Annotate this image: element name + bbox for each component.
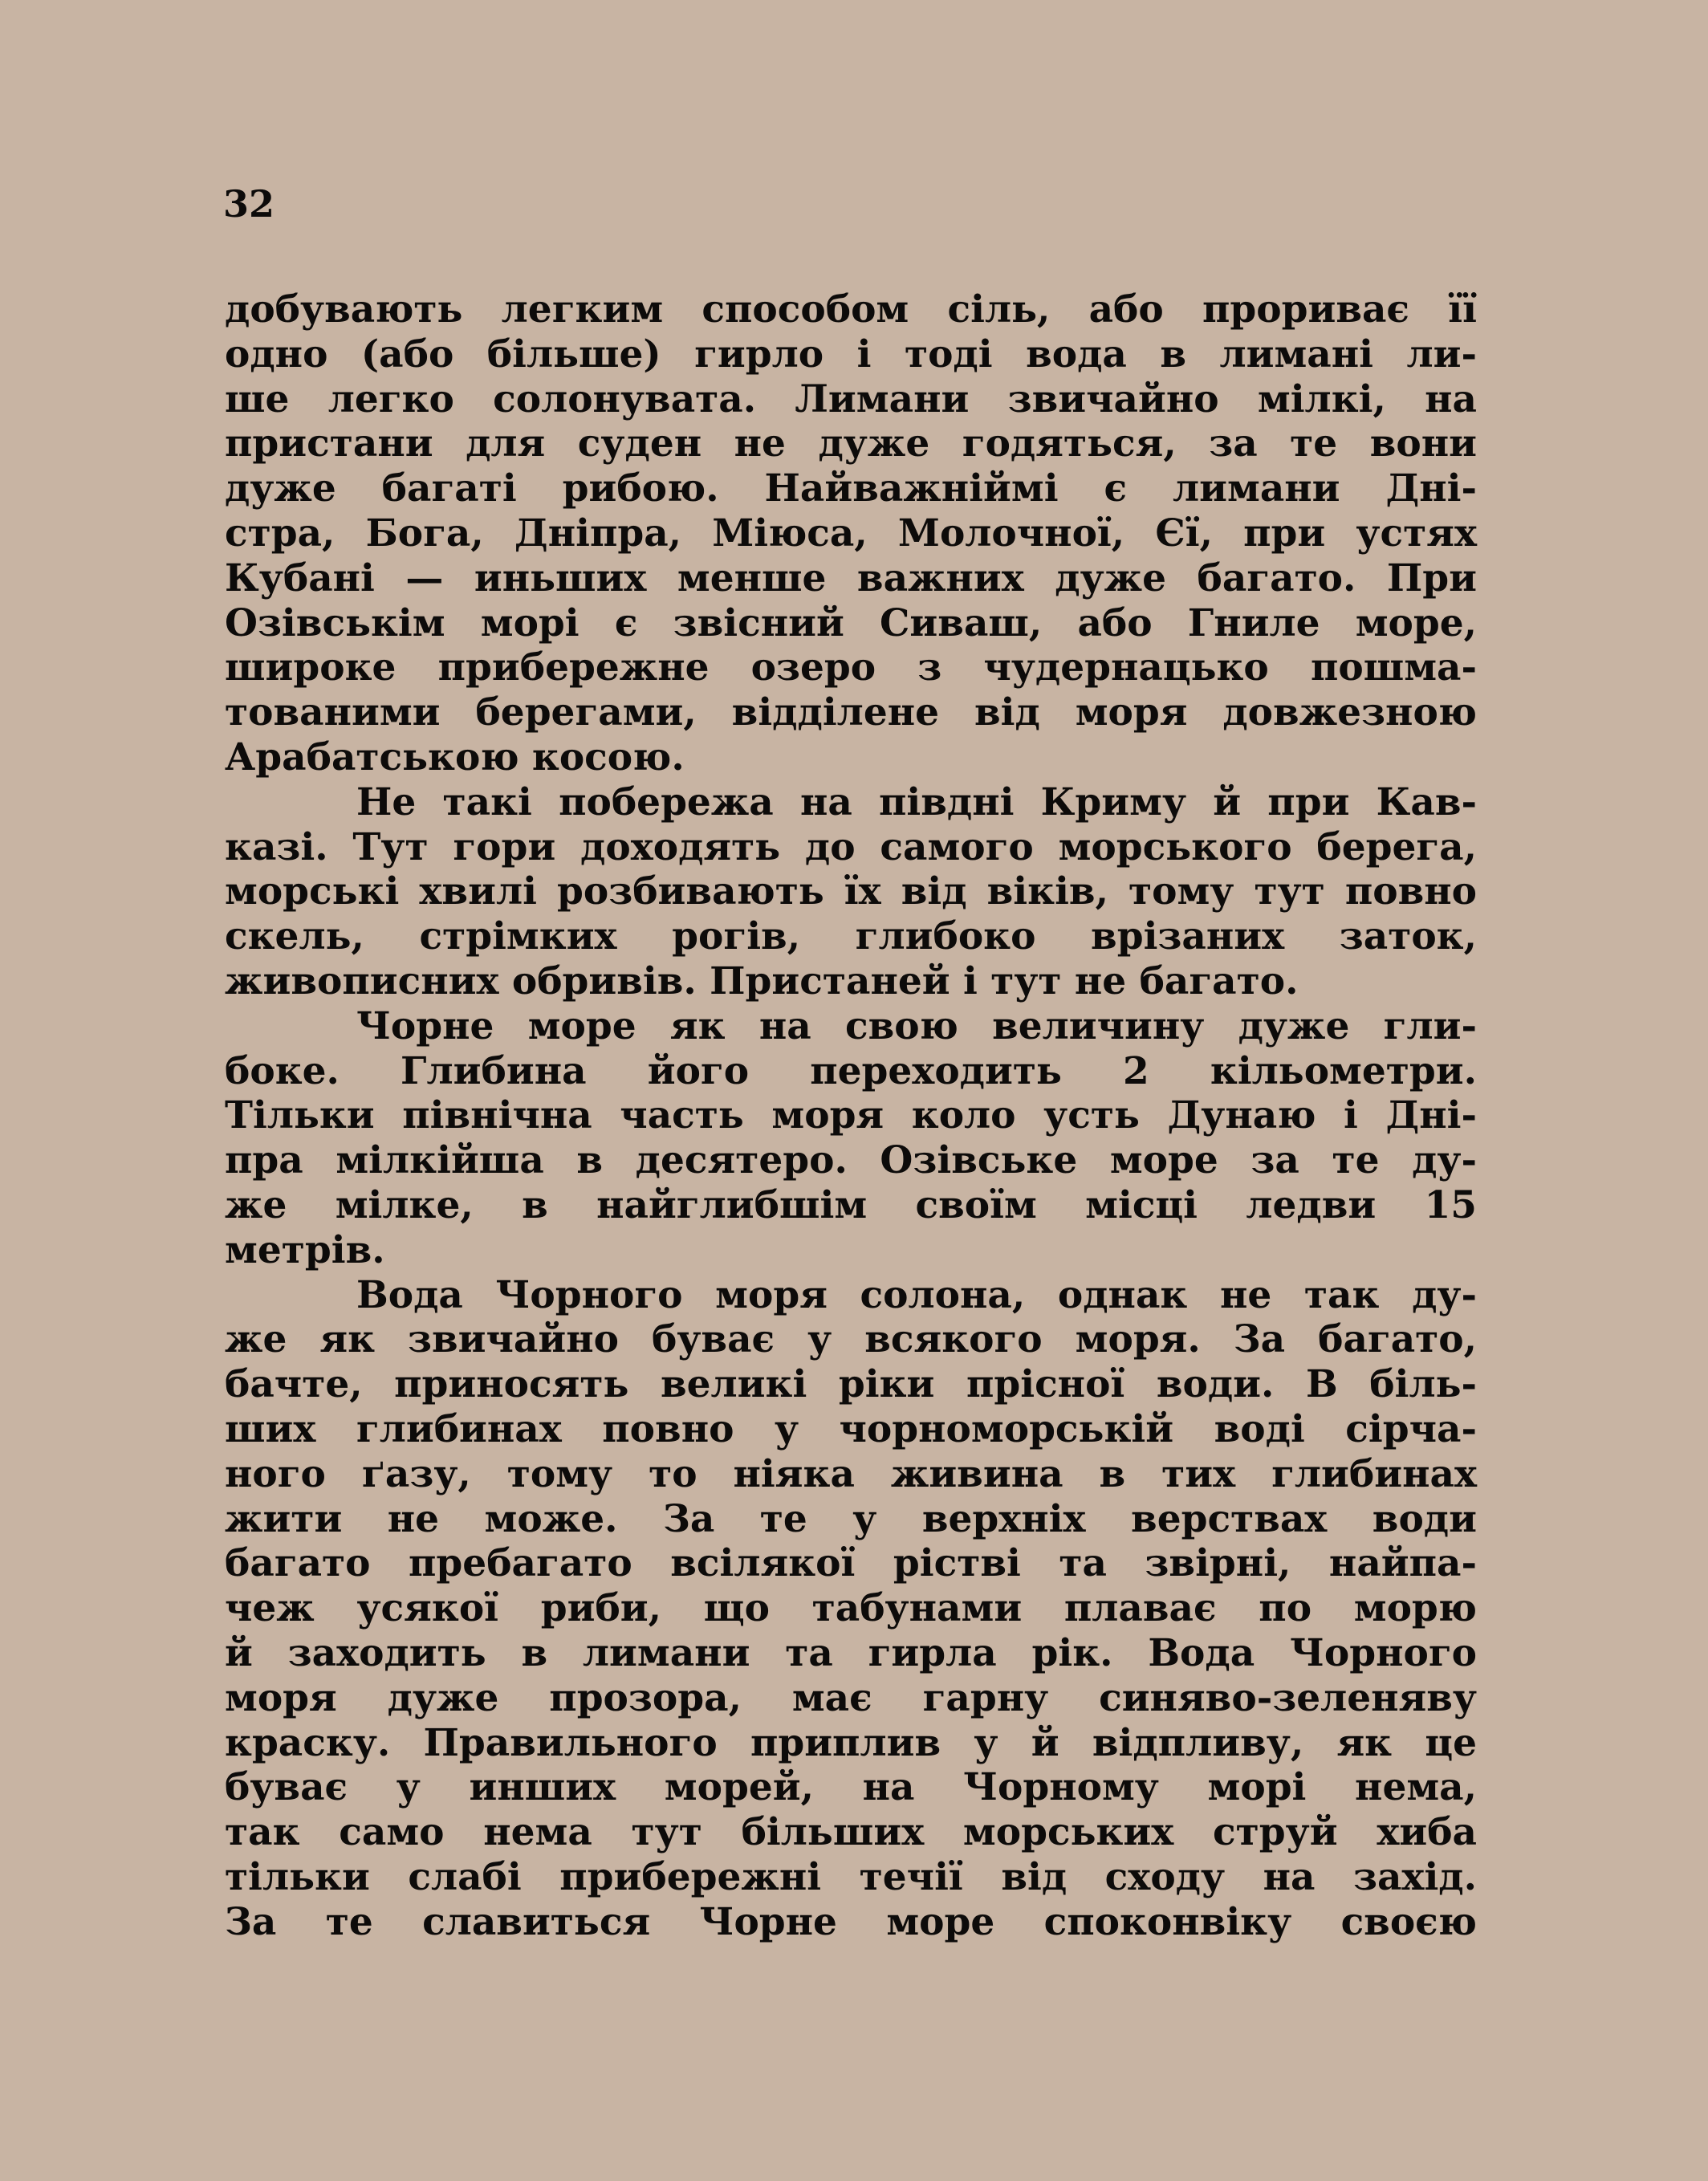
text-line: Арабатською косою. bbox=[225, 734, 685, 779]
page-number: 32 bbox=[223, 182, 275, 226]
text-line: живописних обривів. Пристаней і тут не багато. bbox=[225, 958, 1299, 1003]
text-line: боке. Глибина його переходить 2 кільометри. bbox=[225, 1048, 1477, 1093]
text-line: казі. Тут гори доходять до самого морського берега, bbox=[225, 824, 1477, 869]
text-line: одно (або більше) гирло і тоді вода в лимані ли- bbox=[225, 332, 1477, 376]
text-line: Озівськім морі є звісний Сиваш, або Гниле море, bbox=[225, 600, 1477, 645]
body-text bbox=[225, 287, 1477, 1944]
text-line: буває у инших морей, на Чорному морі нема, bbox=[225, 1765, 1477, 1810]
text-line: добувають легким способом сіль, або прориває її bbox=[225, 287, 1477, 332]
text-line: морські хвилі розбивають їх від віків, тому тут повно bbox=[225, 869, 1477, 914]
text-line: тільки слабі прибережні течії від сходу на захід. bbox=[225, 1854, 1477, 1899]
text-line: пра мілкійша в десятеро. Озівське море за те ду- bbox=[225, 1138, 1477, 1183]
text-line: метрів. bbox=[225, 1227, 385, 1272]
paragraph-first-line: Не такі побережа на півдні Криму й при Кав- bbox=[356, 779, 1477, 824]
text-line: же мілке, в найглибшім своїм місці ледви 15 bbox=[225, 1182, 1477, 1227]
text-line: жити не може. За те у верхніх верствах води bbox=[225, 1496, 1477, 1541]
text-line: ше легко солонувата. Лимани звичайно мілкі, на bbox=[225, 376, 1477, 421]
text-line: пристани для суден не дуже годяться, за те вони bbox=[225, 421, 1477, 466]
text-line: чеж усякої риби, що табунами плаває по морю bbox=[225, 1586, 1477, 1631]
text-line: За те славиться Чорне море споконвіку своєю bbox=[225, 1899, 1477, 1944]
text-line: стра, Бога, Дніпра, Міюса, Молочної, Єї, при устях bbox=[225, 511, 1477, 555]
text-line: бачте, приносять великі ріки прісної води. В біль- bbox=[225, 1362, 1477, 1407]
text-line: дуже багаті рибою. Найважніймі є лимани Дні- bbox=[225, 466, 1477, 511]
text-line: краску. Правильного приплив у й відпливу, як це bbox=[225, 1720, 1477, 1765]
text-line: багато пребагато всілякої рістві та звірні, найпа- bbox=[225, 1541, 1477, 1586]
text-line: широке прибережне озеро з чудернацько пошма- bbox=[225, 645, 1477, 690]
paragraph-first-line: Чорне море як на свою величину дуже гли- bbox=[356, 1003, 1477, 1048]
text-line: ших глибинах повно у чорноморській воді сірча- bbox=[225, 1406, 1477, 1451]
text-line: же як звичайно буває у всякого моря. За багато, bbox=[225, 1317, 1477, 1362]
text-line: скель, стрімких рогів, глибоко врізаних заток, bbox=[225, 914, 1477, 959]
text-line: моря дуже прозора, має гарну синяво-зеленяву bbox=[225, 1675, 1477, 1720]
paragraph-first-line: Вода Чорного моря солона, однак не так ду- bbox=[356, 1272, 1477, 1317]
text-line: Тільки північна часть моря коло усть Дунаю і Дні- bbox=[225, 1093, 1477, 1138]
text-line: й заходить в лимани та гирла рік. Вода Чорного bbox=[225, 1630, 1477, 1675]
text-line: так само нема тут більших морських струй хиба bbox=[225, 1810, 1477, 1855]
text-line: Кубані — иньших менше важних дуже багато. При bbox=[225, 555, 1477, 600]
text-line: тованими берегами, відділене від моря довжезною bbox=[225, 690, 1477, 735]
text-line: ного ґазу, тому то ніяка живина в тих глибинах bbox=[225, 1451, 1477, 1496]
